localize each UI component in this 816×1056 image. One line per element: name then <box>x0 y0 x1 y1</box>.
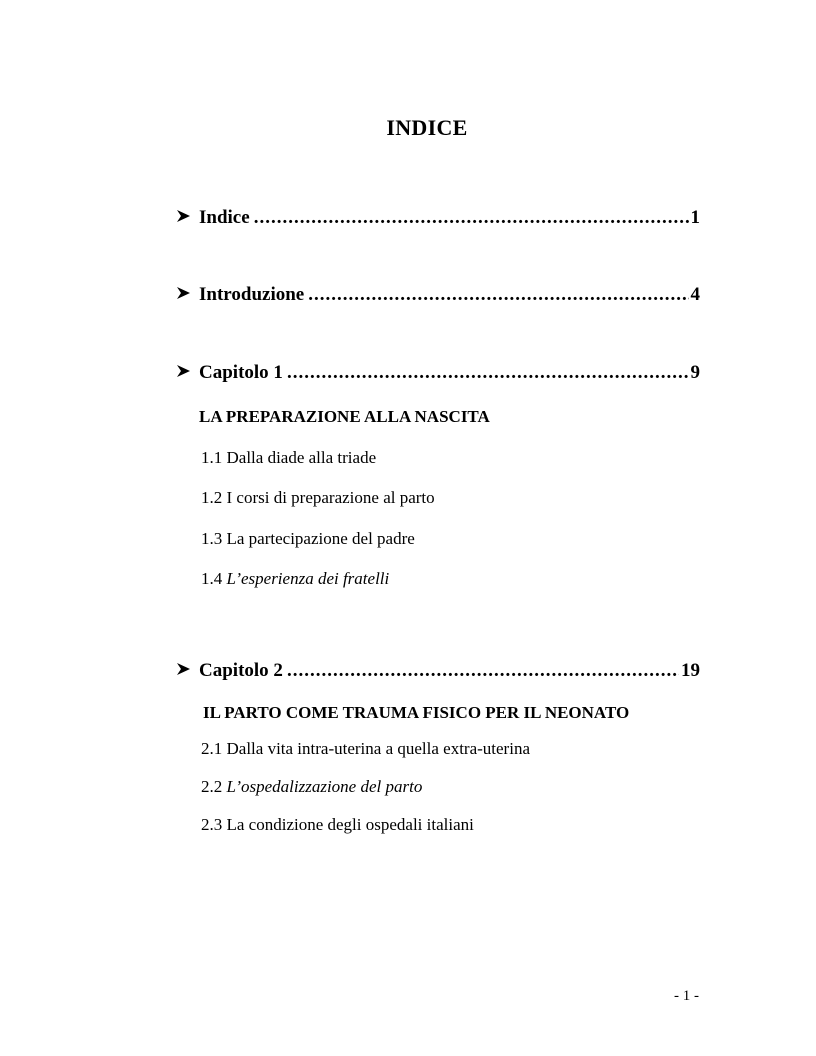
section-number: 1.4 <box>201 569 223 588</box>
section-2-3[interactable] <box>201 815 474 835</box>
section-text: I corsi di preparazione al parto <box>226 488 435 507</box>
toc-entry-label: Introduzione <box>199 284 305 305</box>
dot-leader <box>287 362 689 384</box>
toc-entry-introduzione[interactable] <box>176 284 700 310</box>
section-number: 2.2 <box>201 777 223 796</box>
section-number: 2.3 <box>201 815 223 834</box>
section-1-1[interactable] <box>201 448 376 468</box>
section-number: 1.2 <box>201 488 223 507</box>
toc-entry-page: 19 <box>681 660 700 681</box>
section-text: L’ospedalizzazione del parto <box>226 777 423 796</box>
section-text: La condizione degli ospedali italiani <box>226 815 474 834</box>
section-1-2[interactable] <box>201 488 435 508</box>
arrow-bullet-icon <box>176 661 199 677</box>
toc-entry-indice[interactable] <box>176 207 700 233</box>
toc-entry-capitolo-2[interactable] <box>176 660 700 686</box>
section-text: Dalla diade alla triade <box>226 448 377 467</box>
section-number: 1.1 <box>201 448 223 467</box>
section-1-4[interactable] <box>201 569 389 589</box>
section-2-2[interactable] <box>201 777 422 797</box>
toc-entry-label: Indice <box>199 207 250 228</box>
section-number: 1.3 <box>201 529 223 548</box>
section-1-3[interactable] <box>201 529 415 549</box>
toc-entry-page: 1 <box>690 207 700 228</box>
toc-entry-label: Capitolo 1 <box>199 362 283 383</box>
dot-leader <box>287 660 679 682</box>
chapter-1-heading: LA PREPARAZIONE ALLA NASCITA <box>199 407 490 426</box>
toc-entry-page: 9 <box>690 362 700 383</box>
arrow-bullet-icon <box>176 363 199 379</box>
section-text: La partecipazione del padre <box>226 529 415 548</box>
toc-entry-page: 4 <box>690 284 700 305</box>
toc-entry-label: Capitolo 2 <box>199 660 283 681</box>
section-text: L’esperienza dei fratelli <box>226 569 390 588</box>
section-text: Dalla vita intra-uterina a quella extra-uterina <box>226 739 530 758</box>
section-number: 2.1 <box>201 739 223 758</box>
chapter-2-heading: IL PARTO COME TRAUMA FISICO PER IL NEONATO <box>203 703 630 722</box>
arrow-bullet-icon <box>176 285 199 301</box>
section-2-1[interactable] <box>201 739 530 759</box>
dot-leader <box>308 284 688 306</box>
dot-leader <box>254 207 689 229</box>
toc-entry-capitolo-1[interactable] <box>176 362 700 388</box>
page-title: INDICE <box>386 115 468 140</box>
arrow-bullet-icon <box>176 208 199 224</box>
page-number: - 1 - <box>674 988 699 1004</box>
